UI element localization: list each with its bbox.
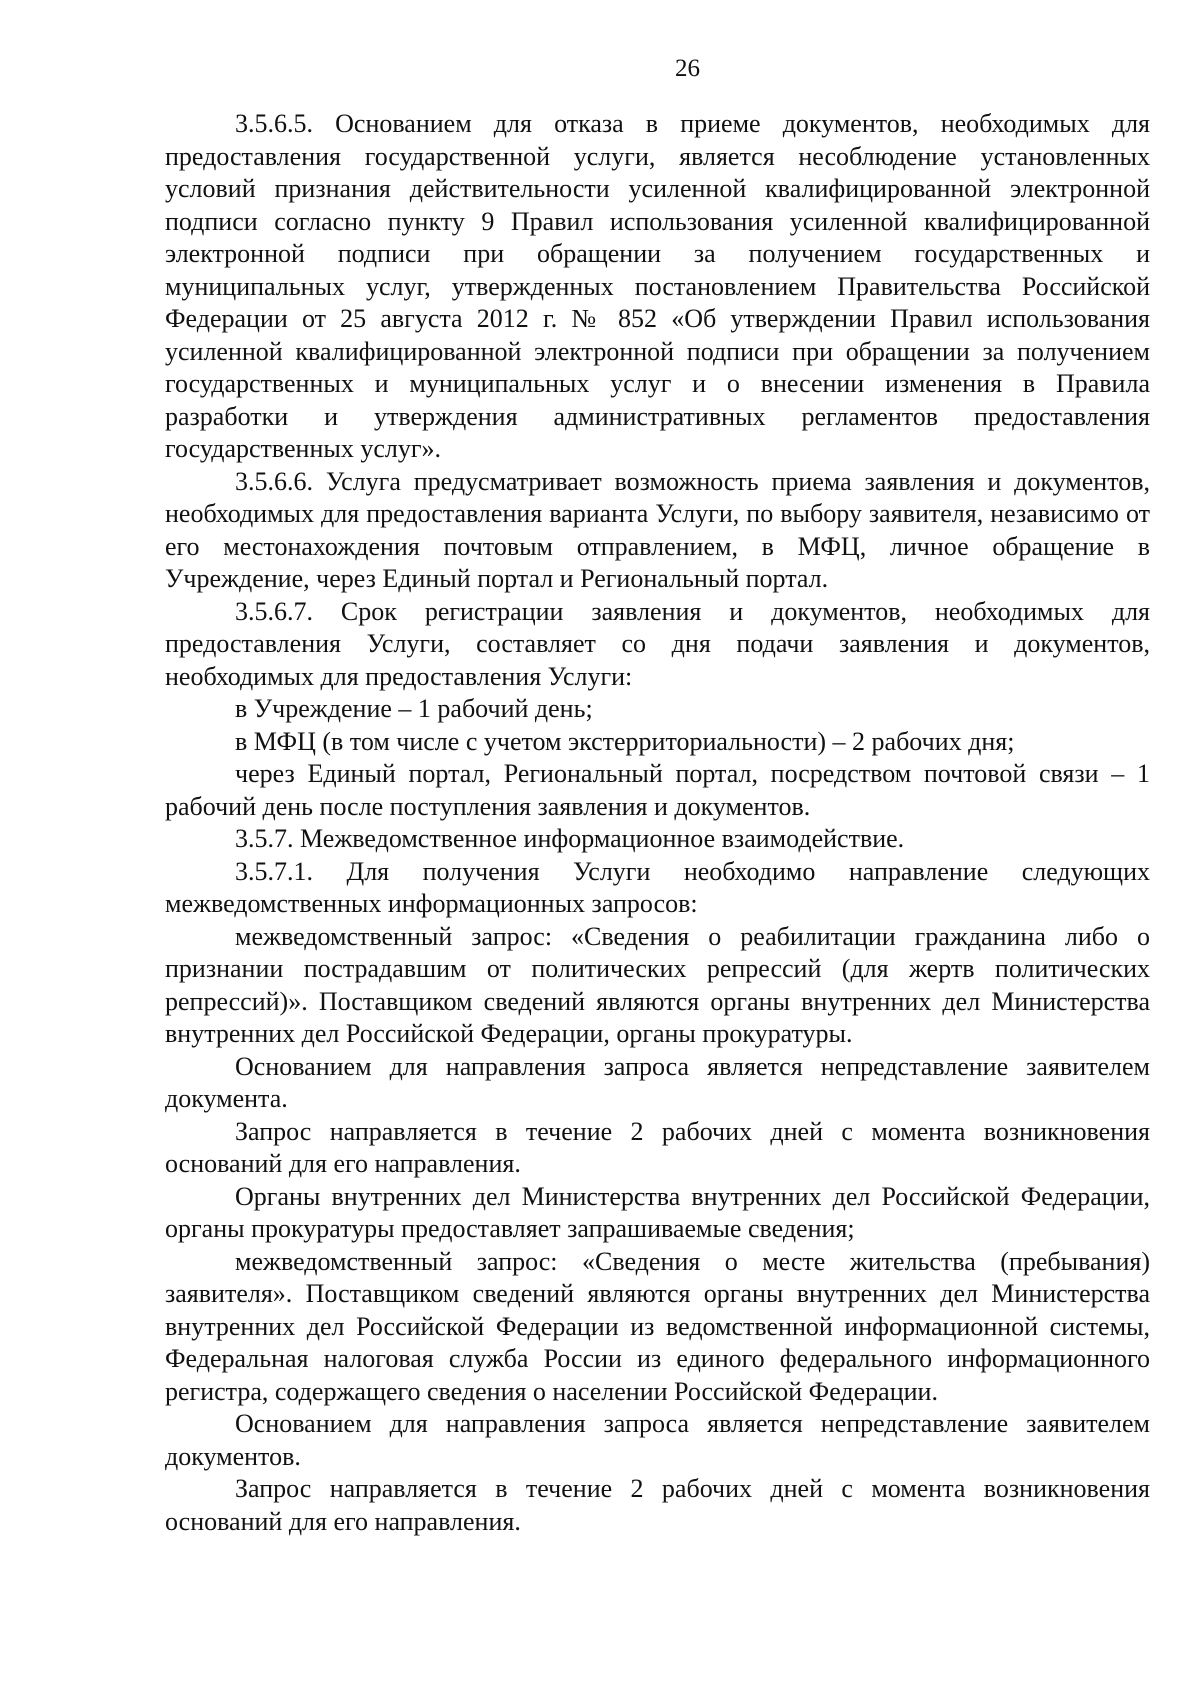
paragraph-3-5-7-1: 3.5.7.1. Для получения Услуги необходимо направление следующих межведомственных информационных запросов: [165, 856, 1150, 918]
paragraph-request-residence: межведомственный запрос: «Сведения о месте жительства (пребывания) заявителя». Поставщиком сведений являются органы внутренних дел Министерства внутренних дел Российской Федерации из ведомственной информационной системы, Федеральная налоговая служба России из единого федерального информационного регистра, содержащего сведения о населении Российской Федерации. [165, 1246, 1150, 1406]
document-body [165, 108, 1150, 1538]
paragraph-3-5-6-5: 3.5.6.5. Основанием для отказа в приеме документов, необходимых для предоставления государственной услуги, является несоблюдение установленных условий признания действительности усиленной квалифицированной электронной подписи согласно пункту 9 Правил использования усиленной квалифицированной электронной подписи при обращении за получением государственных и муниципальных услуг, утвержденных постановлением Правительства Российской Федерации от 25 августа 2012 г. № 852 «Об утверждении Правил использования усиленной квалифицированной электронной подписи при обращении за получением государственных и муниципальных услуг и о внесении изменения в Правила разработки и утверждения административных регламентов предоставления государственных услуг». [165, 109, 1150, 463]
paragraph-request-rehabilitation: межведомственный запрос: «Сведения о реабилитации гражданина либо о признании пострадавшим от политических репрессий (для жертв политических репрессий)». Поставщиком сведений являются органы внутренних дел Министерства внутренних дел Российской Федерации, органы прокуратуры. [165, 921, 1150, 1048]
paragraph-registration-portal: через Единый портал, Региональный портал, посредством почтовой связи – 1 рабочий день после поступления заявления и документов. [165, 759, 1150, 821]
paragraph-registration-institution: в Учреждение – 1 рабочий день; [235, 694, 593, 723]
paragraph-request-basis-1: Основанием для направления запроса является непредставление заявителем документа. [165, 1051, 1150, 1113]
paragraph-request-basis-2: Основанием для направления запроса является непредставление заявителем документов. [165, 1409, 1150, 1471]
paragraph-3-5-6-6: 3.5.6.6. Услуга предусматривает возможность приема заявления и документов, необходимых для предоставления варианта Услуги, по выбору заявителя, независимо от его местонахождения почтовым отправлением, в МФЦ, личное обращение в Учреждение, через Единый портал и Региональный портал. [165, 466, 1150, 593]
paragraph-request-term-2: Запрос направляется в течение 2 рабочих дней с момента возникновения оснований для его направления. [165, 1474, 1150, 1536]
paragraph-request-provider-1: Органы внутренних дел Министерства внутренних дел Российской Федерации, органы прокуратуры предоставляет запрашиваемые сведения; [165, 1181, 1150, 1243]
page-number: 26 [675, 55, 700, 82]
paragraph-3-5-6-7: 3.5.6.7. Срок регистрации заявления и документов, необходимых для предоставления Услуги, составляет со дня подачи заявления и документов, необходимых для предоставления Услуги: [165, 596, 1150, 691]
paragraph-registration-mfc: в МФЦ (в том числе с учетом экстерриториальности) – 2 рабочих дня; [235, 726, 1015, 756]
paragraph-request-term-1: Запрос направляется в течение 2 рабочих дней с момента возникновения оснований для его направления. [165, 1116, 1150, 1178]
paragraph-3-5-7: 3.5.7. Межведомственное информационное взаимодействие. [235, 824, 905, 853]
